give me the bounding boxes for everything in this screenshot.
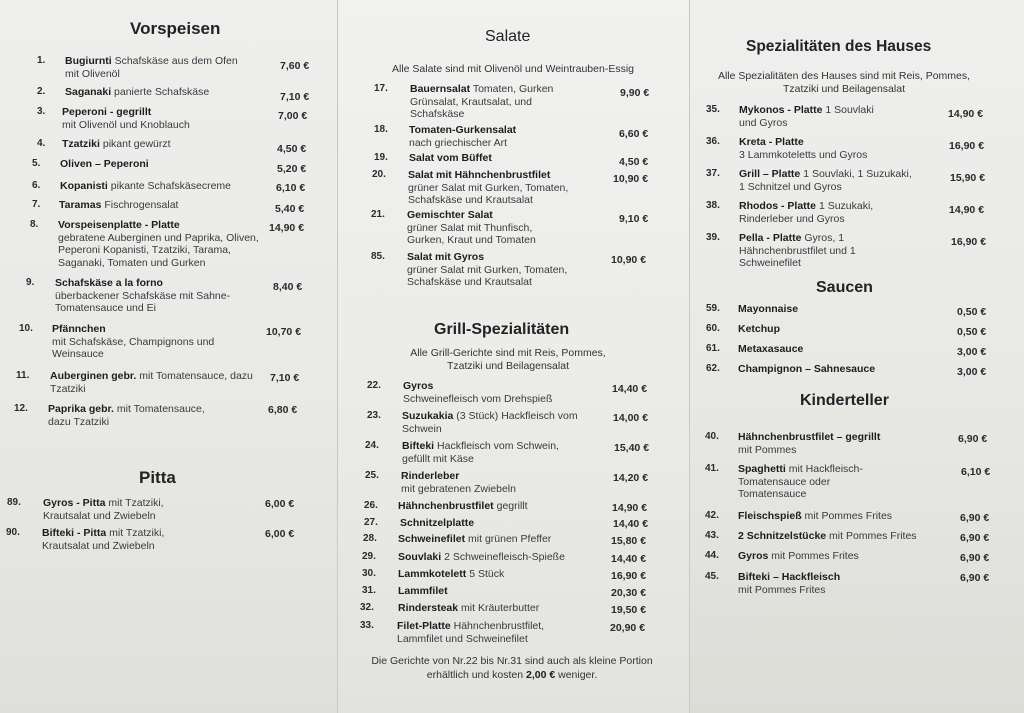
item-price: 6,90 € — [958, 433, 988, 445]
item-price: 6,10 € — [961, 466, 991, 478]
item-number: 35. — [706, 104, 720, 115]
item-number: 21. — [371, 209, 385, 220]
item-number: 61. — [706, 343, 720, 354]
item-number: 62. — [706, 363, 720, 374]
item-name: Suzukakia — [402, 410, 454, 422]
item-number: 39. — [706, 232, 720, 243]
section-title-vorspeisen: Vorspeisen — [130, 19, 221, 38]
item-number: 11. — [16, 370, 30, 381]
item-name: Taramas — [59, 199, 102, 211]
item-name: Kreta - Platte — [739, 136, 804, 148]
item-name: Bugiurnti — [65, 55, 112, 67]
item-number: 4. — [37, 138, 46, 149]
item-name: Bifteki – Hackfleisch — [738, 571, 841, 583]
item-number: 10. — [19, 323, 33, 334]
item-description: gebratene Auberginen und Paprika, Oliven, Peperoni Kopanisti, Tzatziki, Tarama, Saganaki, Tomaten und Gurken — [58, 231, 259, 269]
item-description: panierte Schafskäse — [114, 86, 210, 98]
menu-panel-right — [689, 0, 1024, 713]
item-price: 0,50 € — [957, 306, 987, 318]
item-name: Spaghetti — [738, 463, 786, 475]
item-price: 20,90 € — [610, 622, 646, 634]
item-number: 2. — [37, 86, 46, 97]
item-number: 9. — [26, 277, 35, 288]
item-name: Tomaten-Gurkensalat — [409, 124, 517, 136]
item-name: Grill – Platte — [739, 168, 801, 180]
item-number: 3. — [37, 106, 46, 117]
item-name: Hähnchenbrustfilet — [398, 500, 494, 512]
item-name: Schafskäse a la forno — [55, 277, 163, 289]
item-name: Salat vom Büffet — [409, 152, 492, 164]
item-number: 36. — [706, 136, 720, 147]
item-name: Gyros — [403, 380, 434, 392]
item-price: 16,90 € — [951, 236, 987, 248]
item-name: Pella - Platte — [739, 232, 802, 244]
item-description: 1 Souvlaki und Gyros — [739, 104, 874, 129]
item-description: mit Kräuterbutter — [461, 602, 540, 614]
item-number: 18. — [374, 124, 388, 135]
item-name: Lammfilet — [398, 585, 448, 597]
item-number: 1. — [37, 55, 46, 66]
item-description: Hähnchenbrustfilet, Lammfilet und Schweinefilet — [397, 620, 545, 645]
item-description: Schweinefleisch vom Drehspieß — [403, 392, 553, 405]
item-name: Saganaki — [65, 86, 112, 98]
item-number: 41. — [705, 463, 719, 474]
item-price: 19,50 € — [611, 604, 647, 616]
item-number: 20. — [372, 169, 386, 180]
item-number: 31. — [362, 585, 376, 596]
item-description: 2 Schweinefleisch-Spieße — [444, 551, 565, 563]
item-description: Schafskäse aus dem Ofen mit Olivenöl — [65, 55, 238, 80]
item-description: mit Olivenöl und Knoblauch — [62, 118, 190, 131]
item-description: (3 Stück) Hackfleisch vom Schwein — [402, 410, 578, 435]
item-number: 17. — [374, 83, 388, 94]
item-number: 7. — [32, 199, 41, 210]
item-description: mit Tzatziki, Krautsalat und Zwiebeln — [43, 497, 164, 522]
item-number: 5. — [32, 158, 41, 169]
item-price: 14,00 € — [613, 412, 649, 424]
item-number: 8. — [30, 219, 39, 230]
item-name: Metaxasauce — [738, 343, 804, 355]
item-name: Bifteki — [402, 440, 435, 452]
item-price: 6,90 € — [960, 532, 990, 544]
section-note-grill: Alle Grill-Gerichte sind mit Reis, Pommes, Tzatziki und Beilagensalat — [410, 347, 606, 372]
item-price: 6,80 € — [268, 404, 298, 416]
item-number: 90. — [6, 527, 20, 538]
item-name: Peperoni - gegrillt — [62, 106, 152, 118]
item-number: 85. — [371, 251, 385, 262]
item-number: 40. — [705, 431, 719, 442]
item-price: 20,30 € — [611, 587, 647, 599]
item-description: pikant gewürzt — [102, 138, 171, 150]
item-name: Salat mit Hähnchenbrustfilet — [408, 169, 551, 181]
item-description: mit Pommes Frites — [804, 510, 893, 522]
menu-panel-left — [0, 0, 337, 713]
item-name: Rinderleber — [401, 470, 460, 482]
item-number: 45. — [705, 571, 719, 582]
item-number: 43. — [705, 530, 719, 541]
item-description: pikante Schafskäsecreme — [110, 180, 231, 192]
item-description: überbackener Schafskäse mit Sahne-Tomatensauce und Ei — [55, 289, 231, 314]
item-number: 24. — [365, 440, 379, 451]
item-number: 38. — [706, 200, 720, 211]
item-number: 42. — [705, 510, 719, 521]
item-price: 7,10 € — [280, 91, 310, 103]
item-name: Mayonnaise — [738, 303, 799, 315]
item-price: 14,40 € — [611, 553, 647, 565]
item-name: Fleischspieß — [738, 510, 802, 522]
item-description: 1 Souvlaki, 1 Suzukaki, 1 Schnitzel und Gyros — [739, 168, 912, 193]
item-number: 28. — [363, 533, 377, 544]
item-price: 6,10 € — [276, 182, 306, 194]
item-name: Schweinefilet — [398, 533, 466, 545]
item-name: Vorspeisenplatte - Platte — [58, 219, 180, 231]
item-price: 14,20 € — [613, 472, 649, 484]
section-title-spezialitaeten: Spezialitäten des Hauses — [746, 38, 932, 55]
item-price: 15,40 € — [614, 442, 650, 454]
item-number: 37. — [706, 168, 720, 179]
item-description: grüner Salat mit Gurken, Tomaten, Schafskäse und Krautsalat — [408, 181, 569, 206]
section-note-spezialitaeten: Alle Spezialitäten des Hauses sind mit Reis, Pommes, Tzatziki und Beilagensalat — [717, 70, 971, 95]
item-number: 26. — [364, 500, 378, 511]
item-number: 89. — [7, 497, 21, 508]
item-price: 10,90 € — [611, 254, 647, 266]
item-description: 5 Stück — [469, 568, 505, 580]
item-price: 6,00 € — [265, 528, 295, 540]
item-name: Rindersteak — [398, 602, 459, 614]
item-price: 4,50 € — [619, 156, 649, 168]
item-number: 29. — [362, 551, 376, 562]
item-number: 27. — [364, 517, 378, 528]
section-title-saucen: Saucen — [816, 279, 873, 296]
item-name: Paprika gebr. — [48, 403, 114, 415]
item-price: 9,10 € — [619, 213, 649, 225]
item-price: 6,90 € — [960, 552, 990, 564]
section-title-pitta: Pitta — [139, 468, 176, 487]
item-name: Ketchup — [738, 323, 780, 335]
section-note-salate: Alle Salate sind mit Olivenöl und Weintrauben-Essig — [391, 63, 634, 75]
item-number: 6. — [32, 180, 41, 191]
item-number: 44. — [705, 550, 719, 561]
item-name: Gyros — [738, 550, 769, 562]
item-description: gegrillt — [496, 500, 528, 512]
item-number: 25. — [365, 470, 379, 481]
item-description: Fischrogensalat — [104, 199, 179, 211]
item-number: 59. — [706, 303, 720, 314]
item-description: grüner Salat mit Gurken, Tomaten, Schafskäse und Krautsalat — [407, 263, 568, 288]
item-price: 7,10 € — [270, 372, 300, 384]
item-price: 7,60 € — [280, 60, 310, 72]
item-name: Auberginen gebr. — [50, 370, 137, 382]
item-name: Pfännchen — [52, 323, 106, 335]
item-number: 32. — [360, 602, 374, 613]
item-name: Mykonos - Platte — [739, 104, 823, 116]
item-name: Gemischter Salat — [407, 209, 493, 221]
footnote-price: 2,00 € — [526, 669, 556, 681]
item-name: Champignon – Sahnesauce — [738, 363, 876, 375]
item-description: mit Hackfleisch-Tomatensauce oder Tomatensauce — [738, 463, 863, 500]
item-price: 14,90 € — [612, 502, 648, 514]
item-price: 14,90 € — [948, 108, 984, 120]
item-description: mit Pommes Frites — [829, 530, 917, 542]
item-price: 3,00 € — [957, 346, 987, 358]
item-name: Filet-Platte — [397, 620, 451, 632]
item-description: mit Tzatziki, Krautsalat und Zwiebeln — [42, 527, 165, 552]
item-price: 16,90 € — [611, 570, 647, 582]
item-price: 3,00 € — [957, 366, 987, 378]
item-price: 6,90 € — [960, 572, 990, 584]
item-price: 14,40 € — [612, 383, 648, 395]
item-price: 16,90 € — [949, 140, 985, 152]
item-name: Schnitzelplatte — [400, 517, 475, 529]
item-price: 6,00 € — [265, 498, 295, 510]
item-description: mit Pommes — [738, 443, 797, 456]
footnote-small-portion — [362, 654, 662, 682]
item-name: Tzatziki — [62, 138, 100, 150]
item-name: Rhodos - Platte — [739, 200, 817, 212]
item-number: 60. — [706, 323, 720, 334]
footnote-text: Die Gerichte von Nr.22 bis Nr.31 sind auch als kleine Portion erhältlich und kosten — [371, 655, 653, 681]
item-price: 0,50 € — [957, 326, 987, 338]
item-price: 8,40 € — [273, 281, 303, 293]
item-number: 12. — [14, 403, 28, 414]
item-name: Lammkotelett — [398, 568, 467, 580]
item-description: mit Tomatensauce, dazu Tzatziki — [50, 370, 253, 395]
item-price: 14,90 € — [949, 204, 985, 216]
item-name: Souvlaki — [398, 551, 442, 563]
menu-panel-middle — [337, 0, 689, 713]
item-price: 9,90 € — [620, 87, 650, 99]
item-name: Bifteki - Pitta — [42, 527, 107, 539]
item-description: Tomaten, Gurken Grünsalat, Krautsalat, und Schafskäse — [410, 83, 554, 120]
section-title-salate: Salate — [485, 28, 531, 45]
item-description: 3 Lammkoteletts und Gyros — [739, 148, 868, 161]
item-description: mit Schafskäse, Champignons und Weinsauce — [52, 335, 215, 360]
item-name: Salat mit Gyros — [407, 251, 485, 263]
item-price: 5,40 € — [275, 203, 305, 215]
section-title-grill: Grill-Spezialitäten — [434, 321, 570, 338]
footnote-tail: weniger. — [558, 669, 598, 681]
item-name: Gyros - Pitta — [43, 497, 106, 509]
section-title-kinderteller: Kinderteller — [800, 392, 889, 409]
item-description: mit grünen Pfeffer — [468, 533, 552, 545]
item-price: 7,00 € — [278, 110, 308, 122]
item-number: 23. — [367, 410, 381, 421]
item-description: mit Pommes Frites — [738, 583, 826, 596]
item-description: Gyros, 1 Hähnchenbrustfilet und 1 Schweinefilet — [739, 232, 856, 269]
item-description: grüner Salat mit Thunfisch, Gurken, Kraut und Tomaten — [407, 221, 536, 246]
item-description: mit gebratenen Zwiebeln — [401, 482, 516, 495]
item-price: 6,90 € — [960, 512, 990, 524]
item-price: 10,90 € — [613, 173, 649, 185]
item-price: 6,60 € — [619, 128, 649, 140]
item-price: 10,70 € — [266, 326, 302, 338]
item-price: 5,20 € — [277, 163, 307, 175]
item-description: mit Tomatensauce, dazu Tzatziki — [48, 403, 205, 428]
item-price: 14,90 € — [269, 222, 305, 234]
item-name: Hähnchenbrustfilet – gegrillt — [738, 431, 881, 443]
item-number: 19. — [374, 152, 388, 163]
item-price: 4,50 € — [277, 143, 307, 155]
item-name: Bauernsalat — [410, 83, 471, 95]
item-description: nach griechischer Art — [409, 136, 508, 149]
item-price: 15,90 € — [950, 172, 986, 184]
item-name: Oliven – Peperoni — [60, 158, 149, 170]
item-number: 30. — [362, 568, 376, 579]
item-description: 1 Suzukaki, Rinderleber und Gyros — [739, 200, 874, 225]
item-description: mit Pommes Frites — [771, 550, 859, 562]
item-name: 2 Schnitzelstücke — [738, 530, 827, 542]
item-description: Hackfleisch vom Schwein, gefüllt mit Käse — [402, 440, 559, 465]
item-number: 22. — [367, 380, 381, 391]
item-price: 14,40 € — [613, 518, 649, 530]
item-name: Kopanisti — [60, 180, 108, 192]
item-number: 33. — [360, 620, 374, 631]
item-price: 15,80 € — [611, 535, 647, 547]
